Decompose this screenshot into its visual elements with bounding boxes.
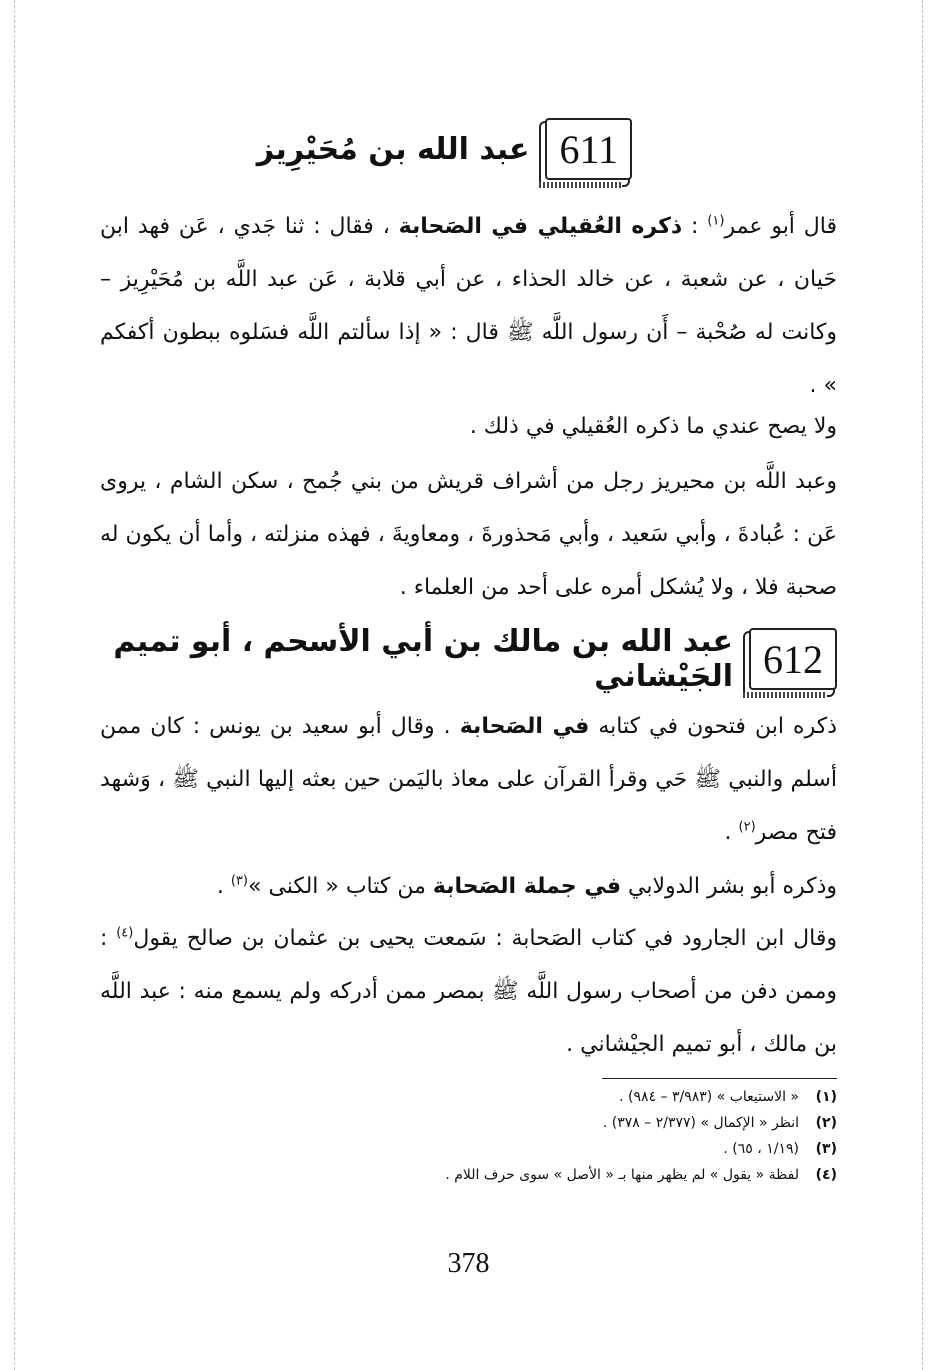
paragraph: ذكره ابن فتحون في كتابه في الصَحابة . وقال أبو سعيد بن يونس : كان ممن أسلم والنبي ﷺ حَي وقرأ القرآن على معاذ باليَمن حين بعثه إليها النبي ﷺ ، وَشهد فتح مصر$^{(٢)}$ . — [100, 714, 837, 845]
paragraph: ولا يصح عندي ما ذكره العُقيلي في ذلك . — [469, 414, 837, 439]
paragraph: وقال ابن الجارود في كتاب الصَحابة : سَمعت يحيى بن عثمان بن صالح يقول$^{(٤)}$ : وممن دفن من أصحاب رسول اللَّه ﷺ بمصر ممن أدركه ولم يسمع منه : عبد اللَّه بن مالك ، أبو تميم الجيْشاني . — [100, 925, 838, 1057]
entry-title: عبد الله بن مُحَيْرِيز — [256, 131, 530, 167]
page-number: 378 — [447, 1248, 490, 1279]
footnote: (٤)لفظة « يقول » لم يظهر منها بـ « الأصل » سوى حرف اللام . — [445, 1167, 837, 1183]
footnote: (٢)انظر « الإكمال » (٢/٣٧٧ – ٣٧٨) . — [602, 1115, 837, 1131]
entry-title: عبد الله بن مالك بن أبي الأسحم ، أبو تميم الجَيْشاني — [113, 624, 733, 694]
footnote-ref: (٣) — [230, 873, 248, 889]
entry-heading — [0, 624, 937, 694]
entry-number-box: 611 — [545, 118, 632, 180]
bold-phrase: في الصَحابة — [459, 714, 590, 739]
footnote-ref: (١) — [707, 213, 725, 229]
paragraph: وذكره أبو بشر الدولابي في جملة الصَحابة من كتاب « الكنى »$^{(٣)}$ . — [216, 873, 837, 899]
paragraph: وعبد اللَّه بن محيريز رجل من أشراف قريش من بني جُمح ، سكن الشام ، يروى عَن : عُبادةَ ، وأبي سَعيد ، وأبي مَحذورةَ ، ومعاويةَ ، فهذه منزلته ، وأما أن يكون له صحبة فلا ، ولا يُشكل أمره على أحد من العلماء . — [100, 469, 837, 600]
paragraph: قال أبو عمر$^{(١)}$ : ذكره العُقيلي في الصَحابة ، فقال : ثنا جَدي ، عَن فهد ابن حَيان ، عن شعبة ، عن خالد الحذاء ، عن أبي قلابة ، عَن عبد اللَّه بن مُحَيْرِيز – وكانت له صُحْبة – أَن رسول اللَّه ﷺ قال : « إذا سألتم اللَّه فسَلوه ببطون أكفكم » . — [100, 213, 837, 398]
entry-heading — [0, 118, 937, 180]
footnote-separator — [602, 1078, 837, 1079]
bold-phrase: ذكره العُقيلي في الصَحابة — [398, 214, 683, 239]
entry-number-box: 612 — [749, 628, 837, 690]
footnote-ref: (٢) — [738, 819, 756, 835]
footnote-ref: (٤) — [116, 925, 134, 941]
bold-phrase: في جملة الصَحابة — [432, 874, 621, 899]
footnote: (٣)(١/١٩ ، ٦٥) . — [723, 1141, 837, 1157]
footnotes — [120, 1084, 837, 1188]
footnote: (١)« الاستيعاب » (٣/٩٨٣ – ٩٨٤) . — [619, 1089, 837, 1105]
